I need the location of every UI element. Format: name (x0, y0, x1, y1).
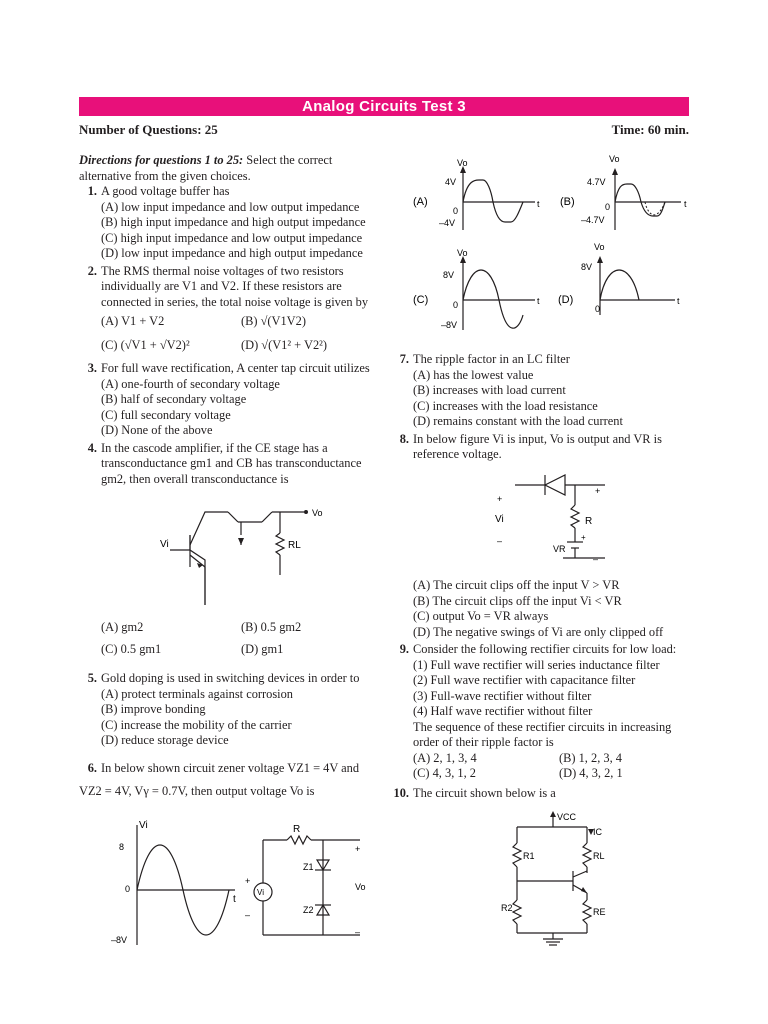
opt-b-hi: 4.7V (587, 177, 606, 187)
cascode-amplifier-diagram (150, 505, 340, 610)
option: (D) reduce storage device (101, 733, 229, 747)
option-row (79, 642, 379, 658)
opt-a-t: t (537, 199, 540, 209)
out-minus: – (593, 554, 599, 564)
option-row (391, 766, 691, 782)
r1-label: R1 (523, 851, 535, 861)
option: (C) 4, 3, 1, 2 (413, 766, 476, 780)
directions-heading: Directions for questions 1 to 25: (79, 153, 244, 167)
question-text: For full wave rectification, A center tap circuit utilizes (101, 361, 370, 375)
wave-y-max: 8 (119, 842, 125, 852)
question-text-cont: VZ2 = 4V, Vγ = 0.7V, then output voltage Vo is (79, 784, 315, 798)
opt-d-label: (D) (558, 294, 574, 306)
r2-label: R2 (501, 903, 513, 913)
in-minus: – (497, 536, 503, 546)
q6-option-graphs (395, 150, 695, 340)
question-number: 6. (87, 760, 97, 775)
question-text: In below shown circuit zener voltage VZ1 = 4V and (101, 760, 360, 775)
opt-a-lo: –4V (439, 218, 456, 228)
question-text: Gold doping is used in switching devices in order to (101, 671, 360, 685)
clipper-circuit-diagram (485, 470, 625, 570)
question-number: 2. (87, 263, 97, 278)
option: (C) full secondary voltage (101, 407, 231, 422)
z2-label: Z2 (303, 905, 314, 915)
option: (C) 0.5 gm1 (101, 641, 162, 656)
wave-y-min: –8V (111, 935, 128, 945)
vo-label: Vo (312, 508, 323, 518)
question-number: 8. (399, 431, 409, 446)
question-number: 9. (399, 642, 409, 656)
option: (B) high input impedance and high output impedance (101, 215, 366, 229)
option: (D) None of the above (101, 423, 213, 437)
r-label: R (585, 516, 593, 527)
option: (B) The circuit clips off the input Vi < VR (413, 593, 622, 608)
source-label: Vi (257, 888, 264, 897)
right-column (391, 352, 691, 463)
zener-clipper-diagram (105, 820, 385, 950)
in-plus: + (497, 494, 503, 504)
vo-label: Vo (355, 882, 366, 892)
wave-axis-label: Vi (139, 820, 148, 831)
opt-b-vo: Vo (609, 154, 620, 164)
question-text: The circuit shown below is a (413, 785, 556, 800)
question-9 (391, 642, 691, 658)
option: (D) √(V1² + V2²) (241, 337, 328, 352)
opt-b-label: (B) (560, 196, 575, 208)
question-number: 1. (87, 184, 97, 198)
option-row (79, 620, 379, 636)
rl-label: RL (593, 851, 605, 861)
option: (D) The negative swings of Vi are only clipped off (413, 624, 664, 639)
vcc-label: VCC (557, 812, 577, 822)
opt-b-zero: 0 (605, 202, 611, 212)
question-5 (79, 671, 379, 687)
re-label: RE (593, 907, 606, 917)
opt-a-label: (A) (413, 196, 428, 208)
opt-d-vo: Vo (594, 242, 605, 252)
question-number: 10. (393, 785, 409, 800)
option: (A) one-fourth of secondary voltage (101, 376, 280, 391)
right-column-lower (391, 578, 691, 801)
question-number: 3. (87, 361, 97, 375)
question-3 (79, 361, 379, 377)
opt-d-zero: 0 (595, 304, 601, 314)
question-number: 4. (87, 440, 97, 455)
option: (A) V1 + V2 (101, 314, 165, 328)
option: (D) low input impedance and high output impedance (101, 246, 363, 260)
number-of-questions: Number of Questions: 25 (79, 122, 218, 137)
opt-b-t: t (684, 199, 687, 209)
rl-label: RL (288, 540, 301, 551)
question-number: 5. (87, 671, 97, 685)
ic-label: IC (593, 827, 602, 837)
option: (B) improve bonding (101, 702, 206, 716)
question-1 (79, 184, 379, 200)
option: (A) gm2 (101, 620, 144, 634)
option: (B) half of secondary voltage (101, 392, 247, 406)
opt-c-t: t (537, 296, 540, 306)
opt-d-hi: 8V (581, 262, 593, 272)
question-text: The ripple factor in an LC filter (413, 352, 570, 366)
out-minus: – (355, 927, 361, 937)
question-text-cont: The sequence of these rectifier circuits in increasing order of their ripple factor is (413, 719, 672, 749)
directions (79, 153, 379, 184)
list-item: (3) Full-wave rectifier without filter (413, 688, 592, 703)
time-limit: Time: 60 min. (611, 122, 689, 137)
option: (C) (√V1 + √V2)² (101, 337, 190, 352)
source-minus: – (245, 910, 251, 920)
opt-a-zero: 0 (453, 206, 459, 216)
opt-a-vo: Vo (457, 158, 468, 168)
option: (C) increase the mobility of the carrier (101, 717, 292, 732)
list-item: (1) Full wave rectifier will series inductance filter (413, 657, 660, 672)
out-plus: + (595, 486, 601, 496)
question-8 (391, 432, 691, 463)
option: (D) remains constant with the load current (413, 414, 623, 428)
option: (C) increases with the load resistance (413, 398, 598, 413)
wave-y-zero: 0 (125, 884, 131, 894)
question-text: In the cascode amplifier, if the CE stage has a transconductance gm1 and CB has transconductance gm2, then overall transconductance is (101, 440, 362, 486)
option: (D) 4, 3, 2, 1 (559, 766, 623, 780)
option: (B) 1, 2, 3, 4 (559, 750, 622, 765)
option: (B) √(V1V2) (241, 314, 306, 328)
opt-c-label: (C) (413, 294, 429, 306)
vi-label: Vi (495, 514, 504, 525)
option: (C) output Vo = VR always (413, 609, 549, 623)
option: (C) high input impedance and low output impedance (101, 230, 363, 245)
opt-c-hi: 8V (443, 270, 455, 280)
opt-a-hi: 4V (445, 177, 457, 187)
vr-label: VR (553, 544, 566, 554)
z1-label: Z1 (303, 862, 314, 872)
question-4 (79, 441, 379, 488)
option: (A) has the lowest value (413, 367, 534, 382)
opt-b-lo: –4.7V (581, 215, 605, 225)
question-10 (391, 786, 691, 802)
option-row (391, 751, 691, 767)
list-item: (2) Full wave rectifier with capacitance filter (413, 673, 636, 687)
question-text: The RMS thermal noise voltages of two resistors individually are V1 and V2. If these resistors are connected in series, the total noise voltage is given by (101, 263, 369, 309)
resistor-label: R (293, 824, 301, 835)
left-column (79, 153, 379, 487)
test-title-banner: Analog Circuits Test 3 (79, 97, 689, 116)
source-plus: + (245, 876, 251, 886)
option: (B) 0.5 gm2 (241, 620, 302, 634)
option-row (79, 338, 379, 354)
left-column-lower (79, 620, 379, 800)
bias-circuit-diagram (495, 805, 625, 950)
question-text: Consider the following rectifier circuits for low load: (413, 642, 677, 656)
option: (B) increases with load current (413, 383, 566, 397)
question-7 (391, 352, 691, 368)
option: (A) low input impedance and low output impedance (101, 199, 360, 214)
wave-t-label: t (233, 894, 236, 905)
question-text: A good voltage buffer has (101, 184, 230, 198)
out-plus: + (355, 844, 361, 854)
question-2 (79, 264, 379, 311)
directions-text: Select the correct alternative from the given choices. (79, 153, 333, 183)
question-number: 7. (399, 352, 409, 366)
option: (A) The circuit clips off the input V > VR (413, 578, 620, 592)
opt-d-t: t (677, 296, 680, 306)
opt-c-zero: 0 (453, 300, 459, 310)
list-item: (4) Half wave rectifier without filter (413, 704, 593, 718)
vi-label: Vi (160, 539, 169, 550)
option: (D) gm1 (241, 641, 284, 656)
question-text: In below figure Vi is input, Vo is output and VR is reference voltage. (413, 431, 662, 461)
option-row (79, 314, 379, 330)
opt-c-lo: –8V (441, 320, 458, 330)
opt-c-vo: Vo (457, 248, 468, 258)
option: (A) 2, 1, 3, 4 (413, 750, 477, 765)
question-6 (79, 761, 379, 777)
option: (A) protect terminals against corrosion (101, 686, 293, 701)
vr-plus: + (581, 533, 586, 542)
